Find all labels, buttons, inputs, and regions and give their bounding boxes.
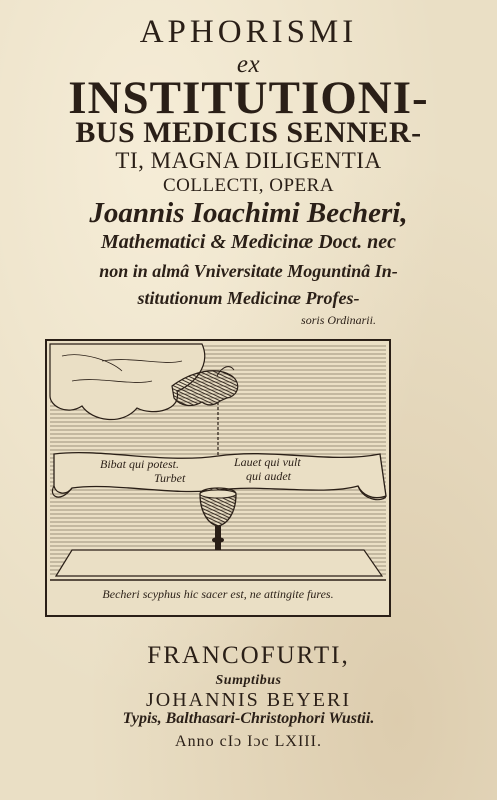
emblem-engraving bbox=[42, 336, 394, 621]
title-aphorismi: APHORISMI bbox=[139, 14, 358, 50]
imprint-sumptibus: Sumptibus bbox=[215, 673, 282, 688]
title-line-6: COLLECTI, OPERA bbox=[162, 175, 335, 196]
author-title-3: stitutionum Medicinæ Profes- bbox=[137, 288, 360, 308]
banner-left-top: Bibat qui potest. bbox=[100, 457, 179, 471]
banner-right-bottom: qui audet bbox=[246, 469, 291, 483]
banner-right-top: Lauet qui vult bbox=[234, 455, 301, 469]
title-institutioni: INSTITUTIONI- bbox=[68, 72, 429, 124]
title-line-5: TI, MAGNA DILIGENTIA bbox=[115, 148, 382, 173]
imprint-city: FRANCOFURTI, bbox=[147, 642, 350, 669]
author-title-1: Mathematici & Medicinæ Doct. nec bbox=[101, 231, 396, 253]
imprint-year: Anno cIɔ Iɔc LXIII. bbox=[175, 733, 322, 750]
title-line-4: BUS MEDICIS SENNER- bbox=[75, 116, 422, 149]
banner-left-bottom: Turbet bbox=[154, 471, 186, 485]
author-name: Joannis Ioachimi Becheri, bbox=[89, 197, 408, 229]
author-title-2: non in almâ Vniversitate Moguntinâ In- bbox=[99, 261, 398, 281]
emblem-motto: Becheri scyphus hic sacer est, ne attingite fures. bbox=[102, 587, 334, 601]
title-ex: ex bbox=[236, 51, 261, 78]
imprint-printer: Typis, Balthasari-Christophori Wustii. bbox=[122, 710, 375, 727]
author-title-4: soris Ordinarii. bbox=[301, 313, 376, 327]
table-surface bbox=[56, 550, 382, 576]
imprint-publisher: JOHANNIS BEYERI bbox=[146, 689, 351, 711]
